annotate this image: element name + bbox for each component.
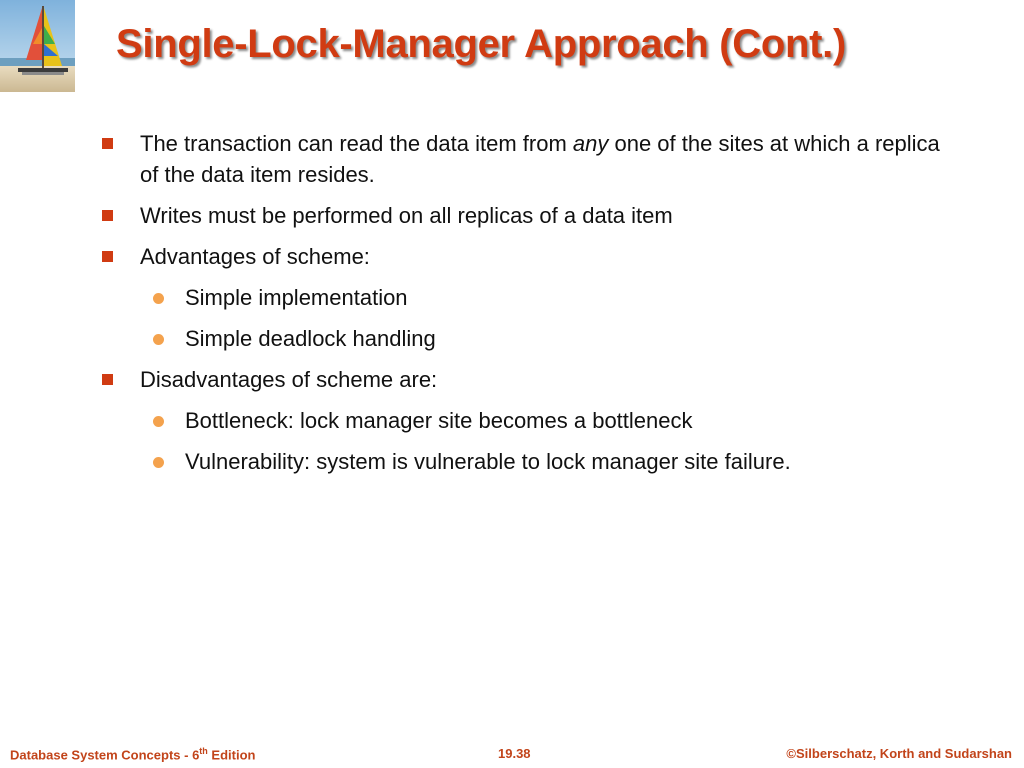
slide-title: Single-Lock-Manager Approach (Cont.): [116, 22, 846, 66]
bullet-item: [100, 200, 960, 231]
bullet-text: The transaction can read the data item from: [140, 131, 573, 156]
sub-bullet-text: Vulnerability: system is vulnerable to lock manager site failure.: [185, 449, 791, 474]
footer-edition: Edition: [207, 747, 256, 763]
footer-edition-sup: th: [199, 746, 208, 756]
bullet-text: Writes must be performed on all replicas of a data item: [140, 203, 673, 228]
bullet-list: [100, 128, 960, 487]
bullet-emphasis: any: [572, 131, 609, 156]
sub-bullet-text: Bottleneck: lock manager site becomes a bottleneck: [185, 408, 693, 433]
sub-bullet-item: [100, 446, 960, 477]
footer-book-title: [10, 746, 255, 762]
round-bullet-icon: [153, 416, 164, 427]
sub-bullet-text: Simple deadlock handling: [185, 326, 436, 351]
square-bullet-icon: [102, 251, 113, 262]
footer-copyright: ©Silberschatz, Korth and Sudarshan: [786, 746, 1012, 761]
bullet-text: Disadvantages of scheme are:: [140, 367, 438, 392]
bullet-item: [100, 364, 960, 395]
bullet-item: [100, 128, 960, 190]
square-bullet-icon: [102, 210, 113, 221]
sub-bullet-item: [100, 282, 960, 313]
square-bullet-icon: [102, 138, 113, 149]
bullet-item: [100, 241, 960, 272]
bullet-text: one of the sites at which a replica of the data item resides.: [140, 131, 940, 187]
square-bullet-icon: [102, 374, 113, 385]
sub-bullet-item: [100, 323, 960, 354]
footer-book: Database System Concepts - 6: [10, 747, 200, 763]
round-bullet-icon: [153, 457, 164, 468]
bullet-text: Advantages of scheme:: [140, 244, 370, 269]
sub-bullet-text: Simple implementation: [185, 285, 408, 310]
slide-footer: [0, 744, 1024, 764]
sailboat-icon: [0, 0, 75, 92]
sub-bullet-item: [100, 405, 960, 436]
footer-page-number: 19.38: [498, 746, 531, 761]
round-bullet-icon: [153, 334, 164, 345]
round-bullet-icon: [153, 293, 164, 304]
